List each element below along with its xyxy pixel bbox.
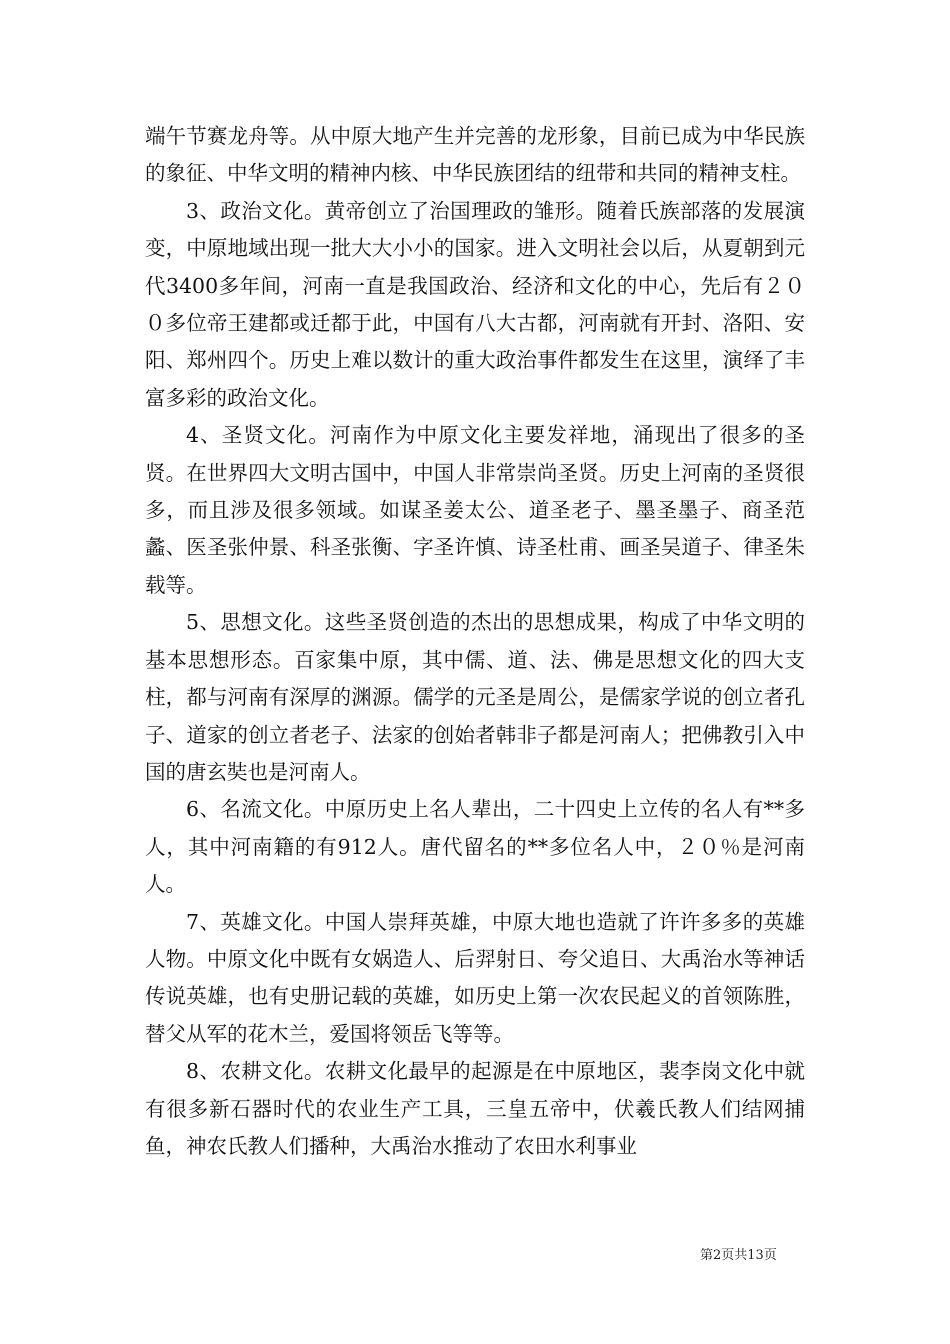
paragraph-hero-culture: 7、英雄文化。中国人崇拜英雄，中原大地也造就了许许多多的英雄人物。中原文化中既有女娲造人、后羿射日、夸父追日、大禹治水等神话传说英雄，也有史册记载的英雄，如历史上第一次农民起义的首领陈胜，替父从军的花木兰，爱国将领岳飞等等。 xyxy=(145,909,805,1046)
body-text xyxy=(145,118,805,1165)
paragraph-thought-culture: 5、思想文化。这些圣贤创造的杰出的思想成果，构成了中华文明的基本思想形态。百家集中原，其中儒、道、法、佛是思想文化的四大支柱，都与河南有深厚的渊源。儒学的元圣是周公，是儒家学说的创立者孔子、道家的创立者老子、法家的创始者韩非子都是河南人；把佛教引入中国的唐玄奘也是河南人。 xyxy=(145,610,805,784)
paragraph-celebrity-culture: 6、名流文化。中原历史上名人辈出，二十四史上立传的名人有**多人，其中河南籍的有912人。唐代留名的**多位名人中，２０％是河南人。 xyxy=(145,797,805,897)
paragraph-sage-culture: 4、圣贤文化。河南作为中原文化主要发祥地，涌现出了很多的圣贤。在世界四大文明古国中，中国人非常崇尚圣贤。历史上河南的圣贤很多，而且涉及很多领域。如谋圣姜太公、道圣老子、墨圣墨子、商圣范蠡、医圣张仲景、科圣张衡、字圣许慎、诗圣杜甫、画圣吴道子、律圣朱载等。 xyxy=(145,423,805,597)
paragraph-political-culture: 3、政治文化。黄帝创立了治国理政的雏形。随着氏族部落的发展演变，中原地域出现一批大大小小的国家。进入文明社会以后，从夏朝到元代3400多年间，河南一直是我国政治、经济和文化的中心，先后有２００多位帝王建都或迁都于此，中国有八大古都，河南就有开封、洛阳、安阳、郑州四个。历史上难以数计的重大政治事件都发生在这里，演绎了丰富多彩的政治文化。 xyxy=(145,198,805,410)
paragraph-continuation: 端午节赛龙舟等。从中原大地产生并完善的龙形象，目前已成为中华民族的象征、中华文明的精神内核、中华民族团结的纽带和共同的精神支柱。 xyxy=(145,124,805,186)
paragraph-farming-culture: 8、农耕文化。农耕文化最早的起源是在中原地区，裴李岗文化中就有很多新石器时代的农业生产工具，三皇五帝中，伏羲氏教人们结网捕鱼，神农氏教人们播种，大禹治水推动了农田水利事业 xyxy=(145,1059,805,1158)
page-number-footer: 第2页共13页 xyxy=(700,1248,777,1263)
